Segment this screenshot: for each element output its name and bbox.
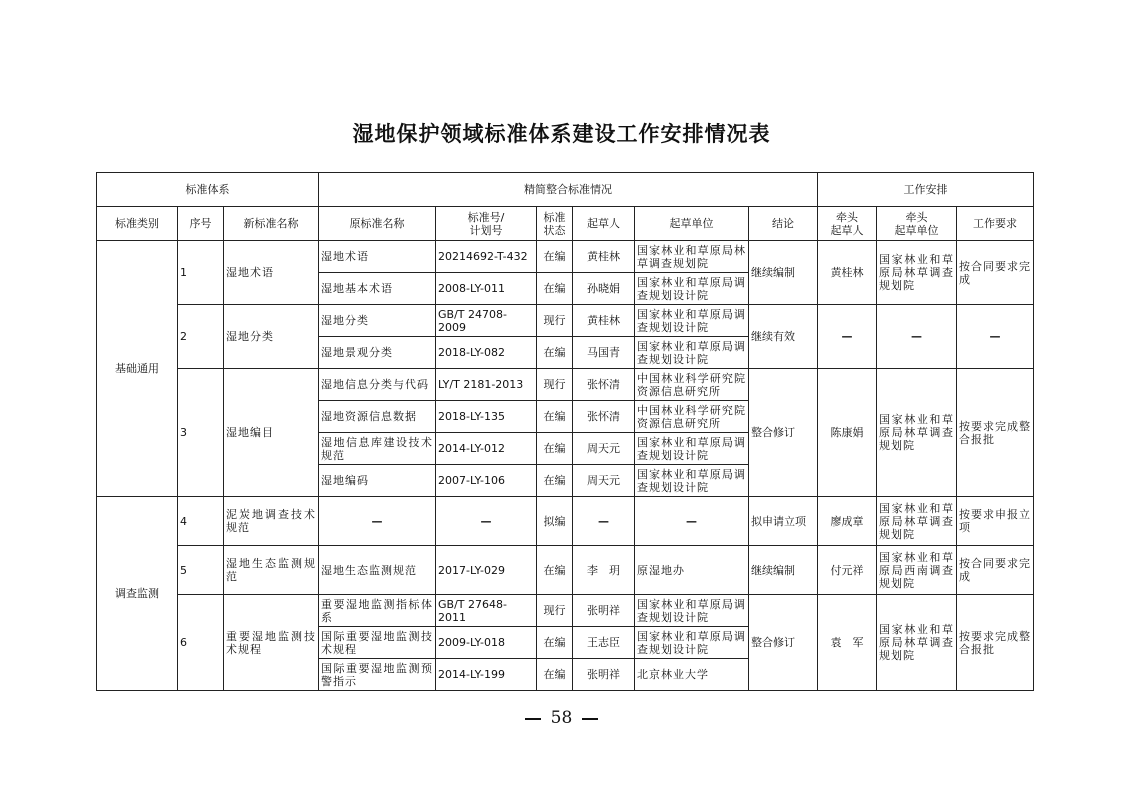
orig-name-cell: 湿地资源信息数据 — [319, 401, 436, 433]
header-orig-name: 原标准名称 — [319, 207, 436, 241]
std-no-cell: GB/T 24708-2009 — [436, 305, 537, 337]
status-cell: 在编 — [537, 465, 573, 497]
conclusion-cell: 拟申请立项 — [749, 497, 818, 546]
table-row — [97, 241, 1034, 273]
conclusion-cell: 继续编制 — [749, 546, 818, 595]
header-lead-unit: 牵头 起草单位 — [877, 207, 957, 241]
drafter-cell: 张明祥 — [573, 659, 635, 691]
category-cell: 调查监测 — [97, 497, 178, 691]
unit-cell: 国家林业和草原局林草调查规划院 — [635, 241, 749, 273]
requirement-cell: 按合同要求完成 — [957, 546, 1034, 595]
seq-cell: 2 — [178, 305, 224, 369]
status-cell: 在编 — [537, 433, 573, 465]
requirement-cell: — — [957, 305, 1034, 369]
std-no-cell: GB/T 27648-2011 — [436, 595, 537, 627]
drafter-cell: 黄桂林 — [573, 305, 635, 337]
group-header-row — [97, 173, 1034, 207]
orig-name-cell: 湿地基本术语 — [319, 273, 436, 305]
group-header-consolidation: 精简整合标准情况 — [319, 173, 818, 207]
drafter-cell: 周天元 — [573, 465, 635, 497]
unit-cell: 中国林业科学研究院资源信息研究所 — [635, 369, 749, 401]
category-cell: 基础通用 — [97, 241, 178, 497]
column-header-row — [97, 207, 1034, 241]
seq-cell: 3 — [178, 369, 224, 497]
lead-unit-cell: 国家林业和草原局林草调查规划院 — [877, 241, 957, 305]
orig-name-cell: — — [319, 497, 436, 546]
std-no-cell: 2007-LY-106 — [436, 465, 537, 497]
new-name-cell: 湿地编目 — [224, 369, 319, 497]
status-cell: 在编 — [537, 546, 573, 595]
status-cell: 在编 — [537, 401, 573, 433]
page-title: 湿地保护领域标准体系建设工作安排情况表 — [352, 121, 771, 146]
status-cell: 在编 — [537, 241, 573, 273]
header-requirement: 工作要求 — [957, 207, 1034, 241]
table-row — [97, 305, 1034, 337]
status-cell: 在编 — [537, 627, 573, 659]
drafter-cell: 张怀清 — [573, 401, 635, 433]
orig-name-cell: 湿地编码 — [319, 465, 436, 497]
std-no-cell: LY/T 2181-2013 — [436, 369, 537, 401]
requirement-cell: 按要求完成整合报批 — [957, 369, 1034, 497]
orig-name-cell: 湿地分类 — [319, 305, 436, 337]
lead-drafter-cell: 黄桂林 — [818, 241, 877, 305]
orig-name-cell: 国际重要湿地监测预警指示 — [319, 659, 436, 691]
drafter-cell: 马国青 — [573, 337, 635, 369]
status-cell: 现行 — [537, 305, 573, 337]
footer-dash-left — [525, 718, 541, 720]
lead-drafter-cell: 陈康娟 — [818, 369, 877, 497]
requirement-cell: 按合同要求完成 — [957, 241, 1034, 305]
orig-name-cell: 国际重要湿地监测技术规程 — [319, 627, 436, 659]
conclusion-cell: 继续有效 — [749, 305, 818, 369]
seq-cell: 6 — [178, 595, 224, 691]
requirement-cell: 按要求申报立项 — [957, 497, 1034, 546]
unit-cell: 国家林业和草原局调查规划设计院 — [635, 273, 749, 305]
seq-cell: 5 — [178, 546, 224, 595]
unit-cell: 国家林业和草原局调查规划设计院 — [635, 627, 749, 659]
unit-cell: 国家林业和草原局调查规划设计院 — [635, 305, 749, 337]
drafter-cell: 王志臣 — [573, 627, 635, 659]
page-footer — [0, 708, 1123, 728]
lead-drafter-cell: — — [818, 305, 877, 369]
drafter-cell: 张怀清 — [573, 369, 635, 401]
conclusion-cell: 整合修订 — [749, 369, 818, 497]
header-lead-drafter: 牵头 起草人 — [818, 207, 877, 241]
std-no-cell: 2014-LY-199 — [436, 659, 537, 691]
unit-cell: 国家林业和草原局调查规划设计院 — [635, 433, 749, 465]
orig-name-cell: 湿地景观分类 — [319, 337, 436, 369]
standards-table — [96, 172, 1034, 691]
conclusion-cell: 继续编制 — [749, 241, 818, 305]
table-row — [97, 369, 1034, 401]
group-header-standard-system: 标准体系 — [97, 173, 319, 207]
status-cell: 在编 — [537, 273, 573, 305]
std-no-cell: 2009-LY-018 — [436, 627, 537, 659]
orig-name-cell: 重要湿地监测指标体系 — [319, 595, 436, 627]
lead-unit-cell: 国家林业和草原局林草调查规划院 — [877, 595, 957, 691]
new-name-cell: 湿地分类 — [224, 305, 319, 369]
lead-unit-cell: 国家林业和草原局林草调查规划院 — [877, 369, 957, 497]
orig-name-cell: 湿地信息分类与代码 — [319, 369, 436, 401]
header-seq: 序号 — [178, 207, 224, 241]
orig-name-cell: 湿地信息库建设技术规范 — [319, 433, 436, 465]
std-no-cell: — — [436, 497, 537, 546]
orig-name-cell: 湿地生态监测规范 — [319, 546, 436, 595]
header-category: 标准类别 — [97, 207, 178, 241]
requirement-cell: 按要求完成整合报批 — [957, 595, 1034, 691]
unit-cell: 北京林业大学 — [635, 659, 749, 691]
table-row — [97, 546, 1034, 595]
status-cell: 现行 — [537, 595, 573, 627]
lead-unit-cell: 国家林业和草原局西南调查规划院 — [877, 546, 957, 595]
header-drafter: 起草人 — [573, 207, 635, 241]
drafter-cell: 张明祥 — [573, 595, 635, 627]
std-no-cell: 2017-LY-029 — [436, 546, 537, 595]
footer-dash-right — [582, 718, 598, 720]
std-no-cell: 2014-LY-012 — [436, 433, 537, 465]
lead-unit-cell: 国家林业和草原局林草调查规划院 — [877, 497, 957, 546]
status-cell: 拟编 — [537, 497, 573, 546]
lead-drafter-cell: 廖成章 — [818, 497, 877, 546]
header-unit: 起草单位 — [635, 207, 749, 241]
std-no-cell: 20214692-T-432 — [436, 241, 537, 273]
new-name-cell: 湿地术语 — [224, 241, 319, 305]
std-no-cell: 2008-LY-011 — [436, 273, 537, 305]
status-cell: 在编 — [537, 337, 573, 369]
seq-cell: 1 — [178, 241, 224, 305]
header-new-name: 新标准名称 — [224, 207, 319, 241]
unit-cell: 中国林业科学研究院资源信息研究所 — [635, 401, 749, 433]
conclusion-cell: 整合修订 — [749, 595, 818, 691]
unit-cell: 原湿地办 — [635, 546, 749, 595]
new-name-cell: 湿地生态监测规范 — [224, 546, 319, 595]
group-header-work-arrangement: 工作安排 — [818, 173, 1034, 207]
header-status: 标准 状态 — [537, 207, 573, 241]
std-no-cell: 2018-LY-082 — [436, 337, 537, 369]
status-cell: 现行 — [537, 369, 573, 401]
lead-unit-cell: — — [877, 305, 957, 369]
header-conclusion: 结论 — [749, 207, 818, 241]
page-number: 58 — [550, 708, 573, 728]
std-no-cell: 2018-LY-135 — [436, 401, 537, 433]
new-name-cell: 重要湿地监测技术规程 — [224, 595, 319, 691]
lead-drafter-cell: 付元祥 — [818, 546, 877, 595]
drafter-cell: 孙晓娟 — [573, 273, 635, 305]
unit-cell: 国家林业和草原局调查规划设计院 — [635, 465, 749, 497]
header-std-no: 标准号/ 计划号 — [436, 207, 537, 241]
orig-name-cell: 湿地术语 — [319, 241, 436, 273]
status-cell: 在编 — [537, 659, 573, 691]
new-name-cell: 泥炭地调查技术规范 — [224, 497, 319, 546]
seq-cell: 4 — [178, 497, 224, 546]
drafter-cell: — — [573, 497, 635, 546]
unit-cell: 国家林业和草原局调查规划设计院 — [635, 337, 749, 369]
table-row — [97, 595, 1034, 627]
lead-drafter-cell: 袁 军 — [818, 595, 877, 691]
table-row — [97, 497, 1034, 546]
drafter-cell: 李 玥 — [573, 546, 635, 595]
unit-cell: 国家林业和草原局调查规划设计院 — [635, 595, 749, 627]
drafter-cell: 黄桂林 — [573, 241, 635, 273]
unit-cell: — — [635, 497, 749, 546]
drafter-cell: 周天元 — [573, 433, 635, 465]
